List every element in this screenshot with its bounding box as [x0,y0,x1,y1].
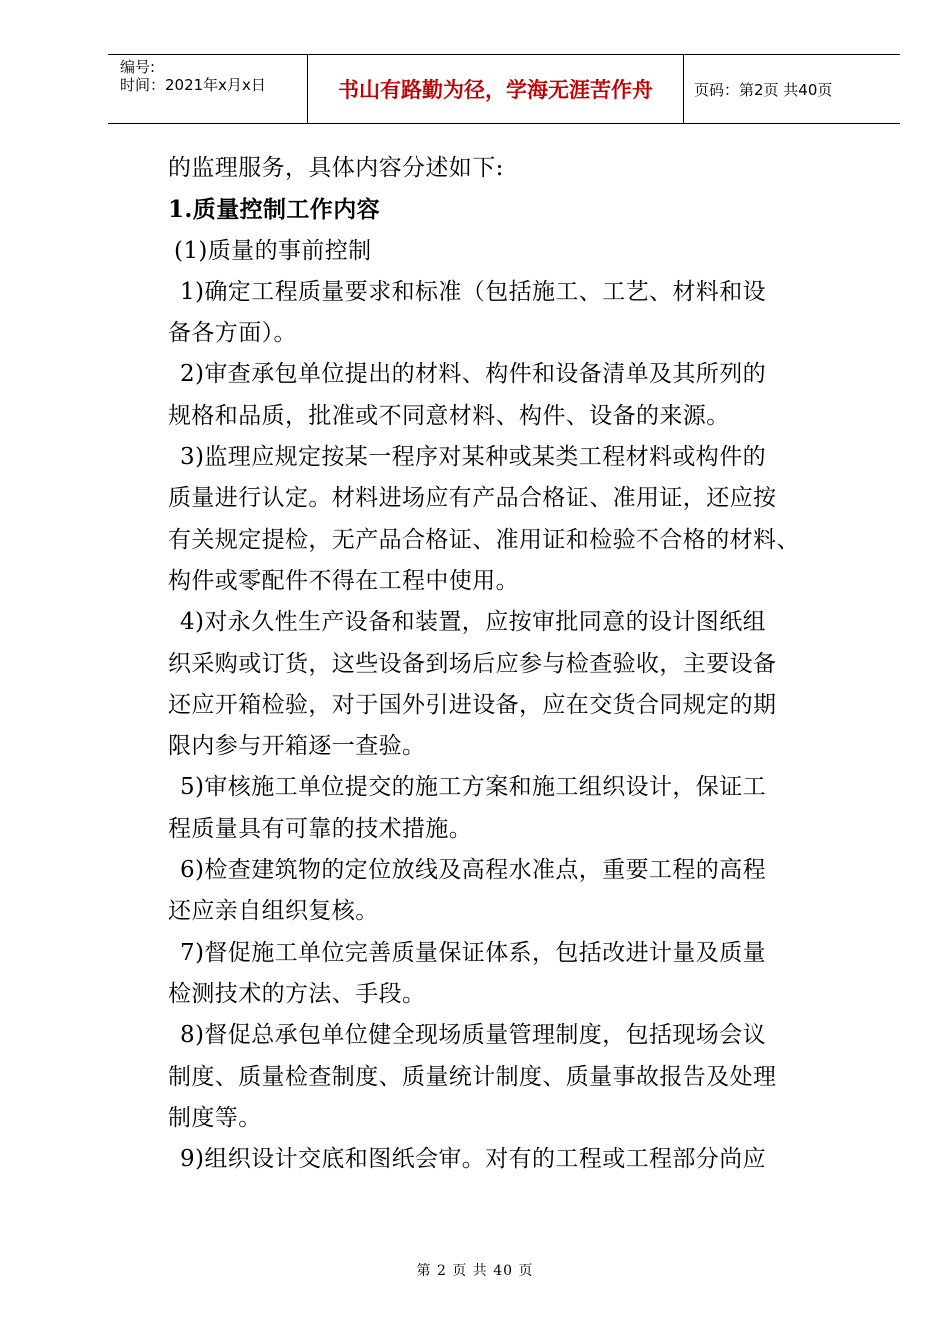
list-item-2: 2)审查承包单位提出的材料、构件和设备清单及其所列的 [180,361,767,388]
list-item-8-cont: 制度等。 [168,1104,262,1131]
list-item-3-cont: 构件或零配件不得在工程中使用。 [168,567,519,594]
document-number-label: 编号: [120,58,156,76]
list-item-4-cont: 限内参与开箱逐一查验。 [168,733,426,760]
list-item-3-cont: 质量进行认定。材料进场应有产品合格证、准用证，还应按 [168,485,777,512]
list-item-4-cont: 织采购或订货，这些设备到场后应参与检查验收，主要设备 [168,650,777,677]
list-item-2-cont: 规格和品质，批准或不同意材料、构件、设备的来源。 [168,402,730,429]
header-page-info: 页码：第2页 共40页 [694,80,833,99]
list-item-4-cont: 还应开箱检验，对于国外引进设备，应在交货合同规定的期 [168,691,777,718]
header-meta [108,55,308,123]
subsection-heading: (1)质量的事前控制 [174,237,372,264]
list-item-6: 6)检查建筑物的定位放线及高程水准点，重要工程的高程 [180,857,767,884]
page-footer: 第 2 页 共 40 页 [416,1263,534,1279]
list-item-8: 8)督促总承包单位健全现场质量管理制度，包括现场会议 [180,1022,767,1049]
list-item-6-cont: 还应亲自组织复核。 [168,898,379,925]
list-item-5-cont: 程质量具有可靠的技术措施。 [168,815,473,842]
document-time-label: 时间：2021年x月x日 [120,76,266,94]
section-heading: 1.质量控制工作内容 [168,196,381,224]
list-item-3: 3)监理应规定按某一程序对某种或某类工程材料或构件的 [180,444,767,471]
list-item-3-cont: 有关规定提检，无产品合格证、准用证和检验不合格的材料、 [168,526,800,553]
list-item-7-cont: 检测技术的方法、手段。 [168,980,426,1007]
list-item-7: 7)督促施工单位完善质量保证体系，包括改进计量及质量 [180,939,767,966]
document-body [168,148,858,1180]
list-item-8-cont: 制度、质量检查制度、质量统计制度、质量事故报告及处理 [168,1063,777,1090]
page-header [108,54,900,124]
list-item-4: 4)对永久性生产设备和装置，应按审批同意的设计图纸组 [180,609,767,636]
list-item-9: 9)组织设计交底和图纸会审。对有的工程或工程部分尚应 [180,1146,767,1173]
list-item-1: 1)确定工程质量要求和标准（包括施工、工艺、材料和设 [180,278,767,305]
header-motto: 书山有路勤为径，学海无涯苦作舟 [308,55,684,123]
list-item-5: 5)审核施工单位提交的施工方案和施工组织设计，保证工 [180,774,767,801]
list-item-1-cont: 备各方面）。 [168,320,297,347]
body-line: 的监理服务，具体内容分述如下: [168,155,504,181]
